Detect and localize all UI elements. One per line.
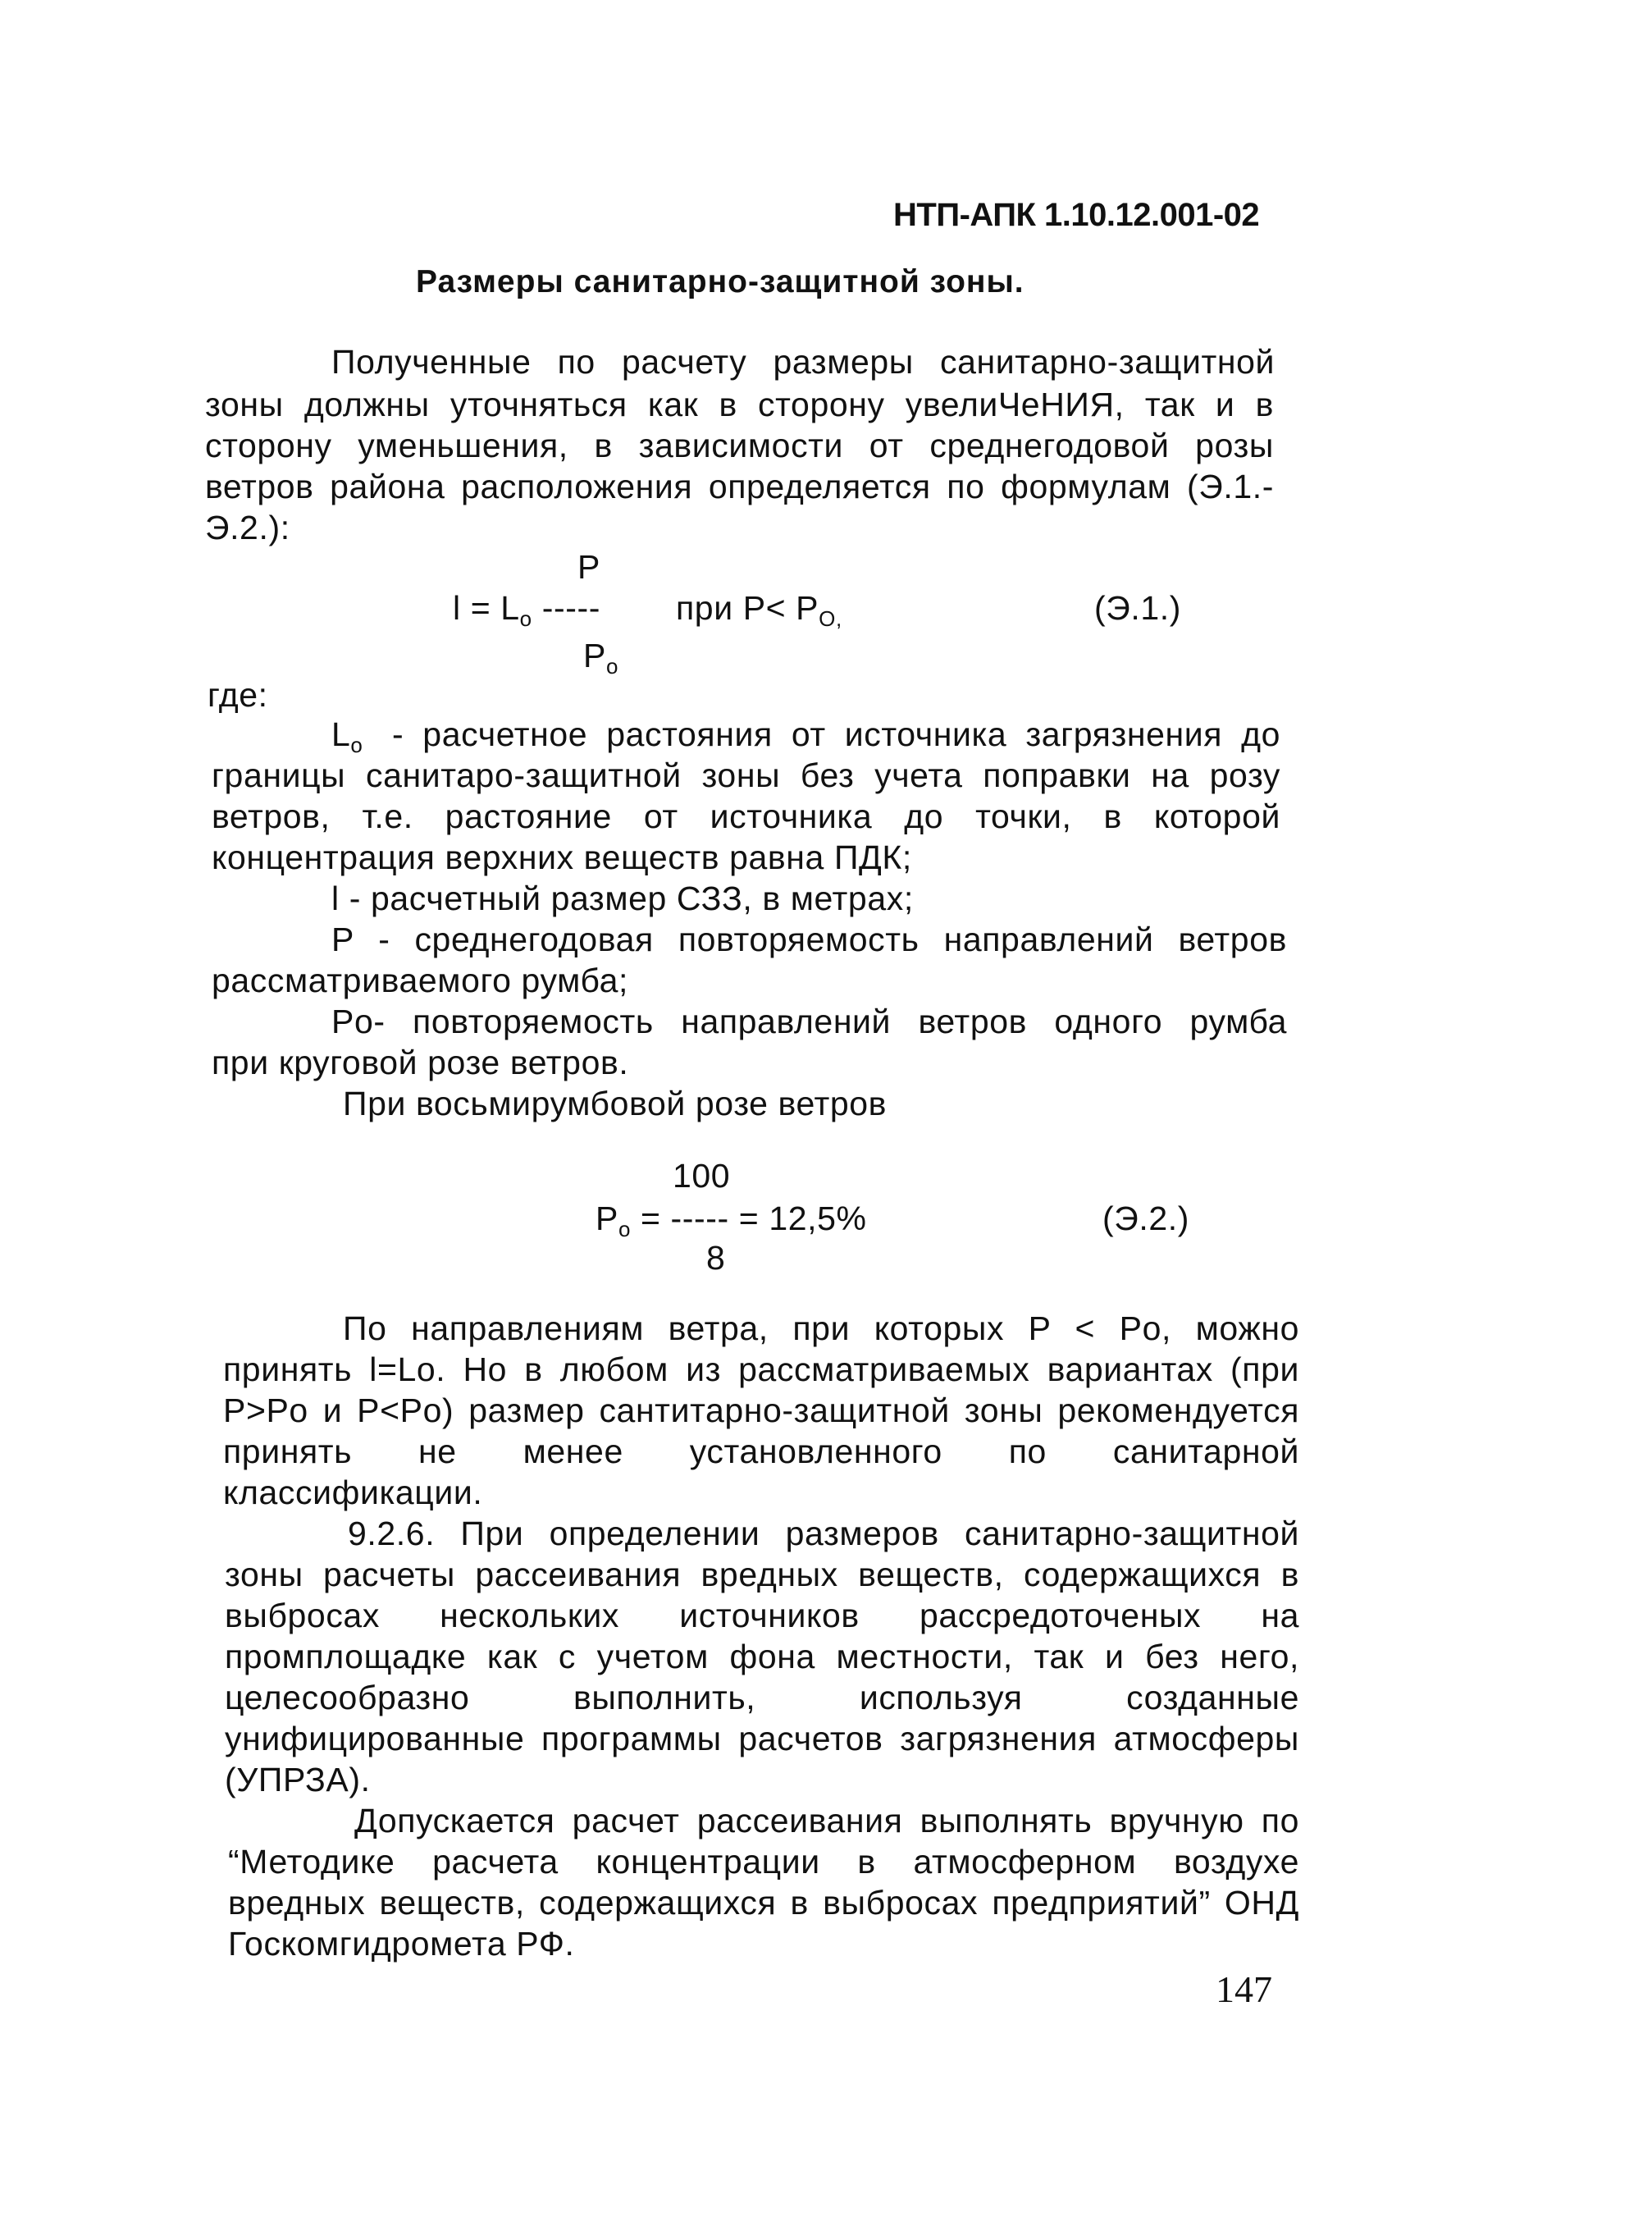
text-line: Допускается расчет рассеивания выполнять вручную по (354, 1802, 1299, 1839)
text-line: Госкомгидромета РФ. (228, 1925, 575, 1963)
text-line: принять не менее установленного по санитарной (223, 1433, 1299, 1470)
text-line: целесообразно выполнить, используя созданные (225, 1679, 1299, 1716)
text-line: вредных веществ, содержащихся в выбросах предприятий” ОНД (228, 1884, 1299, 1922)
text-line: сторону уменьшения, в зависимости от среднегодовой розы (205, 427, 1274, 464)
text-line: промплощадке как с учетом фона местности, так и без него, (225, 1638, 1299, 1675)
formula-numerator: 100 (673, 1157, 731, 1195)
formula-denominator: $P_o$ (583, 637, 619, 679)
text-line: “Методике расчета концентрации в атмосферном воздухе (228, 1843, 1299, 1881)
page-number: 147 (1216, 1968, 1272, 2010)
text-line: P - среднегодовая повторяемость направлений ветров (331, 921, 1287, 958)
text-line: выбросах нескольких источников рассредоточеных на (225, 1597, 1299, 1634)
text-line: концентрация верхних веществ равна ПДК; (212, 839, 912, 876)
text-line: ветров, т.е. растояние от источника до точки, в которой (212, 797, 1280, 835)
text-line: ветров района расположения определяется по формулам (Э.1.- (205, 468, 1274, 505)
text-line: границы санитаро-защитной зоны без учета поправки на розу (212, 756, 1280, 794)
text-line: унифицированные программы расчетов загрязнения атмосферы (225, 1720, 1299, 1757)
text-line: Po- повторяемость направлений ветров одного румба (331, 1003, 1287, 1040)
text-line: (УПРЗА). (225, 1761, 371, 1798)
formula-label: (Э.1.) (1094, 589, 1181, 627)
text-line: зоны расчеты рассеивания вредных веществ, содержащихся в (225, 1556, 1299, 1593)
formula-condition: при $P< P_{O,}$ (676, 589, 842, 631)
formula-denominator: 8 (706, 1239, 726, 1277)
text-line: зоны должны уточняться как в сторону увелиЧеНИЯ, так и в (205, 386, 1274, 423)
text-line: при круговой розе ветров. (212, 1044, 629, 1081)
formula-numerator: P (577, 548, 600, 586)
section-title: Размеры санитарно-защитной зоны. (416, 264, 1025, 299)
text-line: рассматриваемого румба; (212, 962, 628, 999)
text-line: По направлениям ветра, при которых P < Po, можно (343, 1309, 1299, 1347)
text-line: l - расчетный размер СЗЗ, в метрах; (331, 880, 914, 917)
text-line: P>Po и P<Po) размер сантитарно-защитной зоны рекомендуется (223, 1392, 1299, 1429)
document-code: НТП-АПК 1.10.12.001-02 (893, 197, 1260, 233)
where-label: где: (208, 676, 268, 714)
definition-symbol: $L_o$ (331, 715, 363, 757)
formula-lhs: $l = L_o$ ----- (453, 589, 600, 631)
text-line: классификации. (223, 1474, 483, 1511)
text-line: принять l=Lo. Но в любом из рассматриваемых вариантах (при (223, 1350, 1299, 1388)
text-line: Полученные по расчету размеры санитарно-защитной (331, 343, 1275, 381)
text-line: Э.2.): (205, 509, 290, 546)
formula-expression: $P_o$ = ----- = 12,5% (596, 1200, 867, 1241)
text-line: - расчетное растояния от источника загрязнения до (392, 715, 1280, 753)
formula-label: (Э.2.) (1102, 1200, 1189, 1237)
text-line: При восьмирумбовой розе ветров (343, 1085, 888, 1122)
text-line: 9.2.6. При определении размеров санитарно-защитной (348, 1515, 1299, 1552)
